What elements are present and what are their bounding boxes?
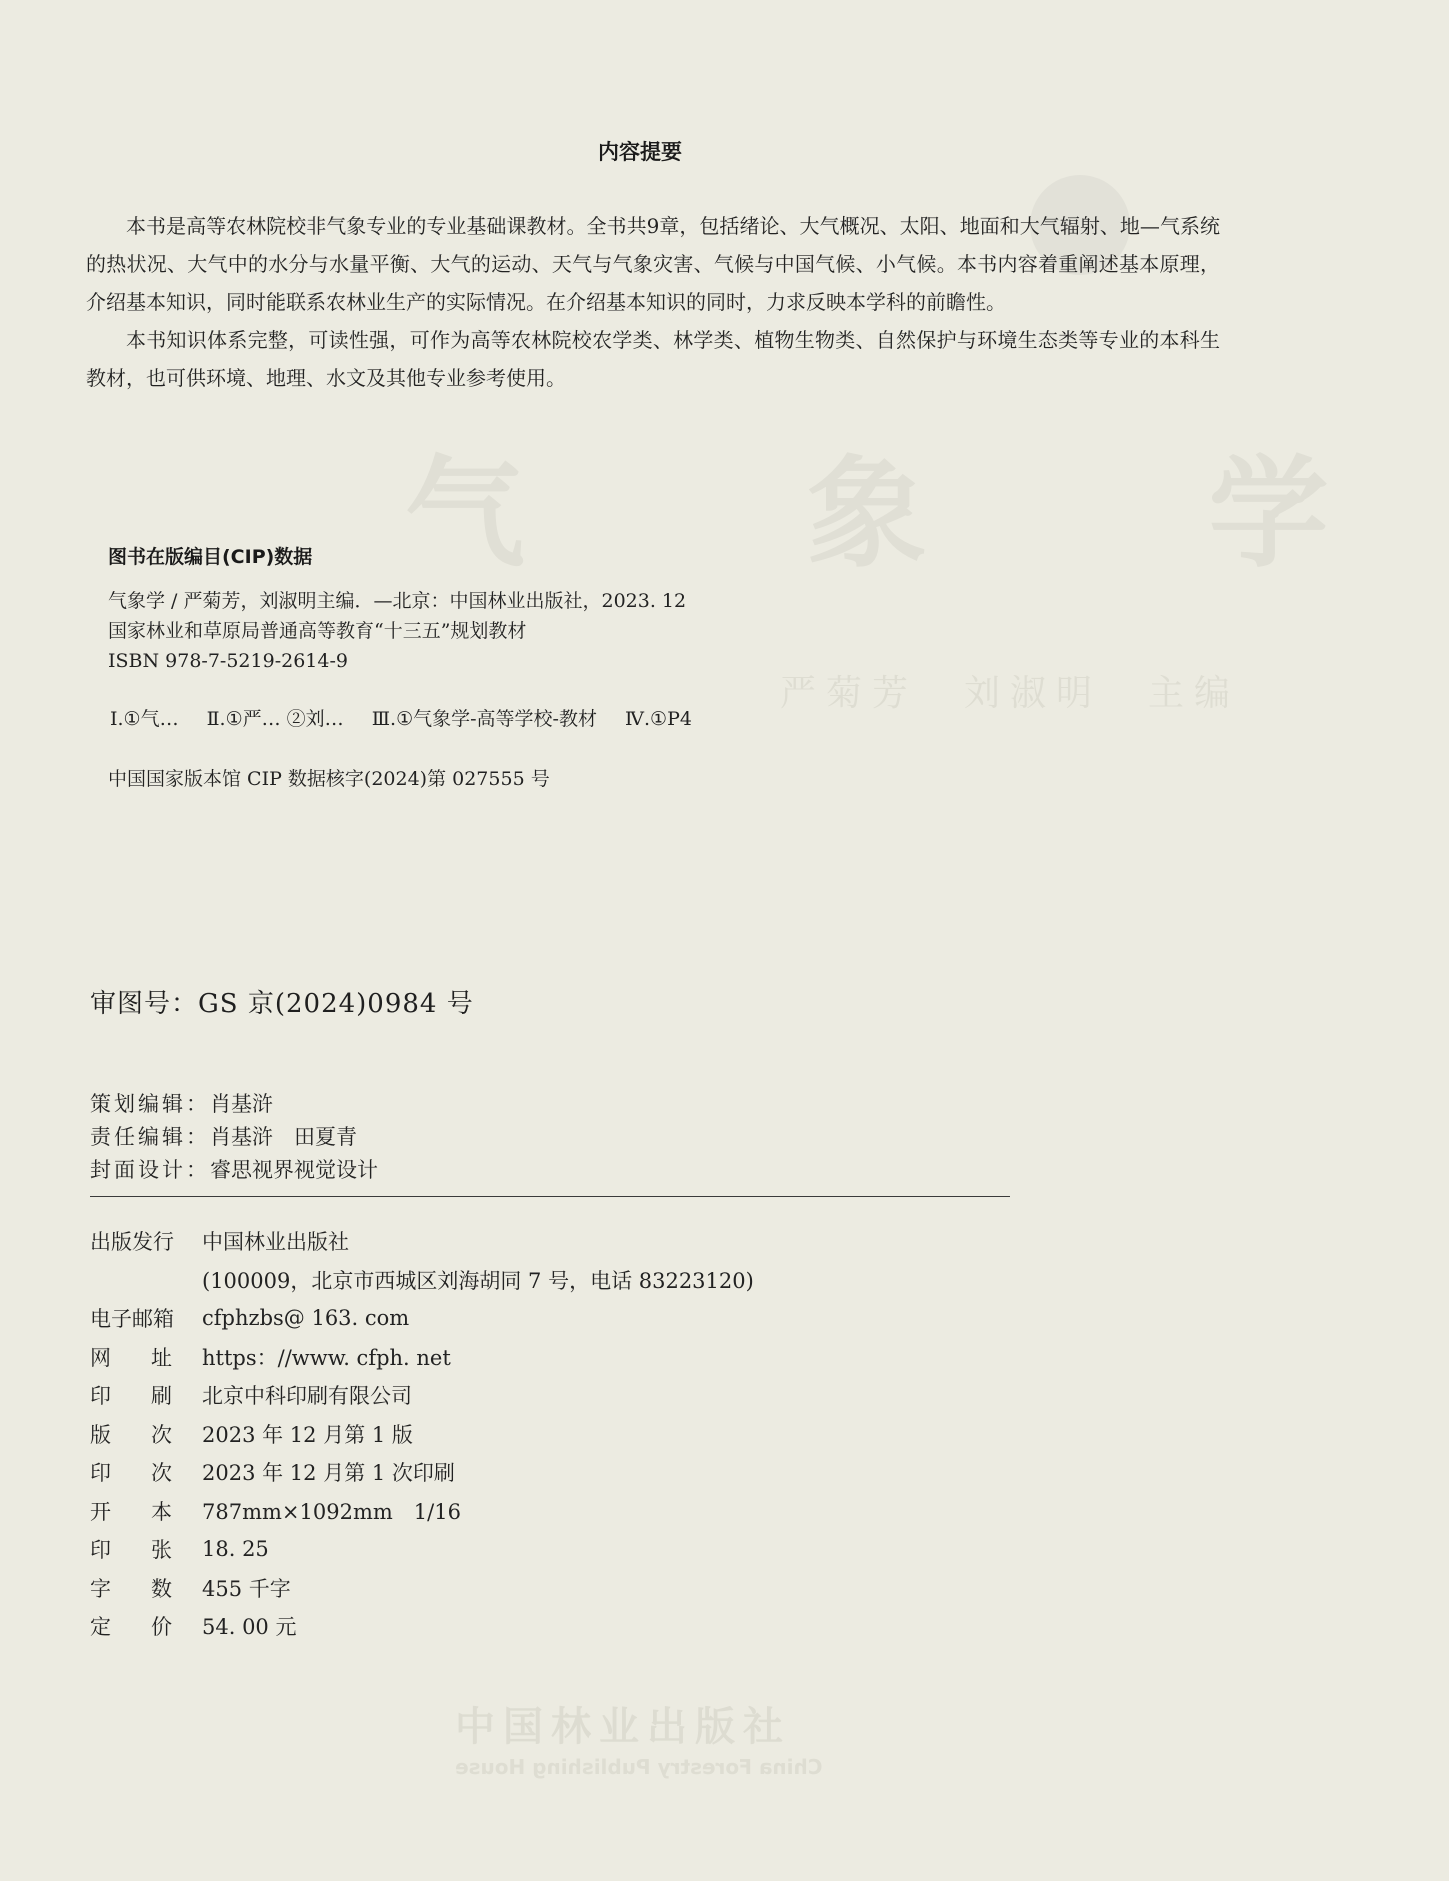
info-row-email (90, 1299, 754, 1338)
staff-value: 肖基浒 (210, 1092, 273, 1116)
info-row-publisher (90, 1222, 754, 1261)
cip-class-2: Ⅱ.①严… ②刘… (206, 708, 344, 730)
summary-body (86, 207, 1220, 397)
cip-title-line: 气象学 / 严菊芳，刘淑明主编．—北京：中国林业出版社，2023. 12 (108, 590, 687, 612)
staff-row-responsible (90, 1121, 378, 1154)
info-label: 出版发行 (90, 1230, 174, 1255)
info-row-words (90, 1569, 754, 1608)
info-row-printing (90, 1453, 754, 1492)
info-label: 印 张 (90, 1538, 172, 1563)
cip-series-line: 国家林业和草原局普通高等教育“十三五”规划教材 (108, 620, 527, 642)
website-value: https：//www. cfph. net (202, 1345, 451, 1370)
info-label: 定 价 (90, 1615, 172, 1640)
staff-value: 睿思视界视觉设计 (210, 1158, 378, 1182)
staff-row-planning (90, 1088, 378, 1121)
cip-record-number: 中国国家版本馆 CIP 数据核字(2024)第 027555 号 (108, 768, 550, 790)
map-review-number: 审图号：GS 京(2024)0984 号 (90, 989, 474, 1019)
summary-heading: 内容提要 (598, 140, 682, 164)
info-row-website (90, 1338, 754, 1377)
info-label: 网 址 (90, 1345, 172, 1370)
bleed-through-publisher: 中国林业出版社 (455, 1703, 791, 1750)
staff-row-cover (90, 1154, 378, 1187)
cip-heading: 图书在版编目(CIP)数据 (108, 546, 313, 568)
words-value: 455 千字 (202, 1576, 291, 1601)
info-label: 版 次 (90, 1422, 172, 1447)
cip-class-4: Ⅳ.①P4 (625, 708, 692, 730)
printing-value: 2023 年 12 月第 1 次印刷 (202, 1461, 455, 1486)
bleed-through-title: 气 象 学 (405, 445, 1449, 584)
divider-rule (90, 1196, 1010, 1197)
bleed-through-publisher-en: China Forestry Publishing House (455, 1755, 823, 1779)
bleed-through-authors: 严菊芳 刘淑明 主编 (780, 673, 1241, 714)
info-row-sheets (90, 1530, 754, 1569)
staff-label: 策划编辑： (90, 1092, 210, 1116)
sheets-value: 18. 25 (202, 1537, 269, 1562)
info-label: 电子邮箱 (90, 1307, 174, 1332)
info-row-address (90, 1261, 754, 1300)
summary-paragraph-1: 本书是高等农林院校非气象专业的专业基础课教材。全书共9章，包括绪论、大气概况、太阳、地面和大气辐射、地—气系统的热状况、大气中的水分与水量平衡、大气的运动、天气与气象灾害、气候与中国气候、小气候。本书内容着重阐述基本原理，介绍基本知识，同时能联系农林业生产的实际情况。在介绍基本知识的同时，力求反映本学科的前瞻性。 (86, 214, 1220, 314)
info-label: 印 次 (90, 1461, 172, 1486)
publisher-name: 中国林业出版社 (202, 1230, 349, 1255)
cip-class-3: Ⅲ.①气象学-高等学校-教材 (371, 708, 597, 730)
staff-label: 责任编辑： (90, 1125, 210, 1149)
info-row-printer (90, 1376, 754, 1415)
info-label: 开 本 (90, 1499, 172, 1524)
edition-value: 2023 年 12 月第 1 版 (202, 1422, 413, 1447)
format-value: 787mm×1092mm 1/16 (202, 1499, 461, 1524)
cip-class-1: Ⅰ.①气… (110, 708, 179, 730)
printer-value: 北京中科印刷有限公司 (202, 1384, 412, 1409)
staff-label: 封面设计： (90, 1158, 210, 1182)
cip-isbn-line: ISBN 978-7-5219-2614-9 (108, 650, 348, 672)
info-row-price (90, 1607, 754, 1646)
publisher-address: (100009，北京市西城区刘海胡同 7 号，电话 83223120) (202, 1268, 754, 1293)
info-row-format (90, 1492, 754, 1531)
info-label: 字 数 (90, 1576, 172, 1601)
info-label: 印 刷 (90, 1384, 172, 1409)
staff-value: 肖基浒 田夏青 (210, 1125, 357, 1149)
cip-classification (110, 704, 714, 731)
editorial-staff (90, 1088, 378, 1187)
publication-info (90, 1222, 754, 1646)
summary-paragraph-2: 本书知识体系完整，可读性强，可作为高等农林院校农学类、林学类、植物生物类、自然保护与环境生态类等专业的本科生教材，也可供环境、地理、水文及其他专业参考使用。 (86, 328, 1220, 390)
price-value: 54. 00 元 (202, 1615, 297, 1640)
info-row-edition (90, 1415, 754, 1454)
email-value: cfphzbs@ 163. com (202, 1306, 410, 1331)
cip-block (108, 586, 686, 676)
